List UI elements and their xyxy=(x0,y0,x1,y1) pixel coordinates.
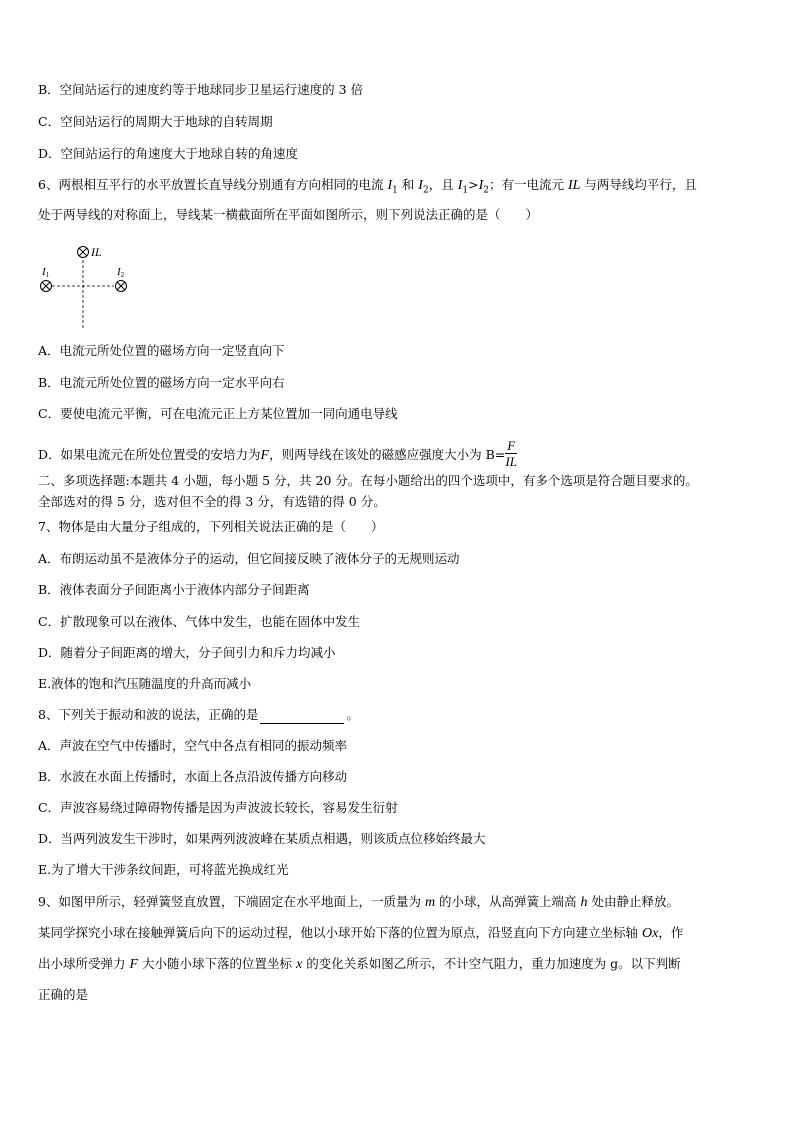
q9-stem-line1: 9、如图甲所示，轻弹簧竖直放置，下端固定在水平地面上，一质量为 m 的小球，从高弹簧上端高 h 处由静止释放。 xyxy=(38,894,679,910)
q8-option-d: D．当两列波发生干涉时，如果两列波波峰在某质点相遇，则该质点位移始终最大 xyxy=(38,831,486,846)
q5-option-c: C．空间站运行的周期大于地球的自转周期 xyxy=(38,114,273,129)
q7-option-e: E.液体的饱和汽压随温度的升高而减小 xyxy=(38,676,252,691)
q5-option-b: B．空间站运行的速度约等于地球同步卫星运行速度的 3 倍 xyxy=(38,82,364,97)
label-IL: IL xyxy=(91,245,102,259)
answer-blank xyxy=(260,709,344,724)
q9-stem-line3: 出小球所受弹力 F 大小随小球下落的位置坐标 x 的变化关系如图乙所示，不计空气阻力，重力加速度为 g。以下判断 xyxy=(38,956,681,972)
label-I1: I1 xyxy=(42,266,50,279)
q8-option-c: C．声波容易绕过障碍物传播是因为声波波长较长，容易发生衍射 xyxy=(38,800,398,815)
fraction-F-over-IL: $\frac{F}{IL}$ xyxy=(505,438,517,469)
q6-stem-line1: 6、两根相互平行的水平放置长直导线分别通有方向相同的电流 $I_1$ 和 $I_2$，且 $I_1>I_2$；有一电流元 IL 与两导线均平行，且 xyxy=(38,177,697,196)
q7-option-a: A．布朗运动虽不是液体分子的运动，但它间接反映了液体分子的无规则运动 xyxy=(38,551,460,566)
q6-option-a: A．电流元所处位置的磁场方向一定竖直向下 xyxy=(38,343,285,358)
wire-i2-into-page-icon xyxy=(116,281,127,292)
label-I2: I2 xyxy=(117,266,125,279)
q5-option-d: D．空间站运行的角速度大于地球自转的角速度 xyxy=(38,146,299,161)
q6-option-d: D．如果电流元在所处位置受的安培力为F，则两导线在该处的磁感应强度大小为 B= $\frac{F}{IL}$ xyxy=(38,438,517,469)
q6-option-b: B．电流元所处位置的磁场方向一定水平向右 xyxy=(38,375,285,390)
q7-option-d: D．随着分子间距离的增大，分子间引力和斥力均减小 xyxy=(38,645,336,660)
q8-option-e: E.为了增大干涉条纹间距，可将蓝光换成红光 xyxy=(38,862,289,877)
q8-stem: 8、下列关于振动和波的说法，正确的是 。 xyxy=(38,707,359,722)
q6-stem-line2: 处于两导线的对称面上，导线某一横截面所在平面如图所示，则下列说法正确的是（ ） xyxy=(38,207,539,222)
q6-option-c: C．要使电流元平衡，可在电流元正上方某位置加一同向通电导线 xyxy=(38,406,398,421)
q7-option-c: C．扩散现象可以在液体、气体中发生，也能在固体中发生 xyxy=(38,614,361,629)
q8-option-a: A．声波在空气中传播时，空气中各点有相同的振动频率 xyxy=(38,738,348,753)
section2-instructions-line1: 二、多项选择题:本题共 4 小题，每小题 5 分，共 20 分。在每小题给出的四个选项中，有多个选项是符合题目要求的。 xyxy=(38,473,698,488)
q6-wire-cross-section-figure xyxy=(30,238,150,334)
q9-stem-line2: 某同学探究小球在接触弹簧后向下的运动过程，他以小球开始下落的位置为原点，沿竖直向下方向建立坐标轴 Ox，作 xyxy=(38,925,684,941)
q7-option-b: B．液体表面分子间距离小于液体内部分子间距离 xyxy=(38,582,310,597)
current-element-into-page-icon xyxy=(78,247,89,258)
section2-instructions-line2: 全部选对的得 5 分，选对但不全的得 3 分，有选错的得 0 分。 xyxy=(38,494,386,509)
q7-stem: 7、物体是由大量分子组成的，下列相关说法正确的是（ ） xyxy=(38,519,384,534)
wire-i1-into-page-icon xyxy=(41,281,52,292)
q9-stem-line4: 正确的是 xyxy=(38,987,89,1002)
q8-option-b: B．水波在水面上传播时，水面上各点沿波传播方向移动 xyxy=(38,769,348,784)
